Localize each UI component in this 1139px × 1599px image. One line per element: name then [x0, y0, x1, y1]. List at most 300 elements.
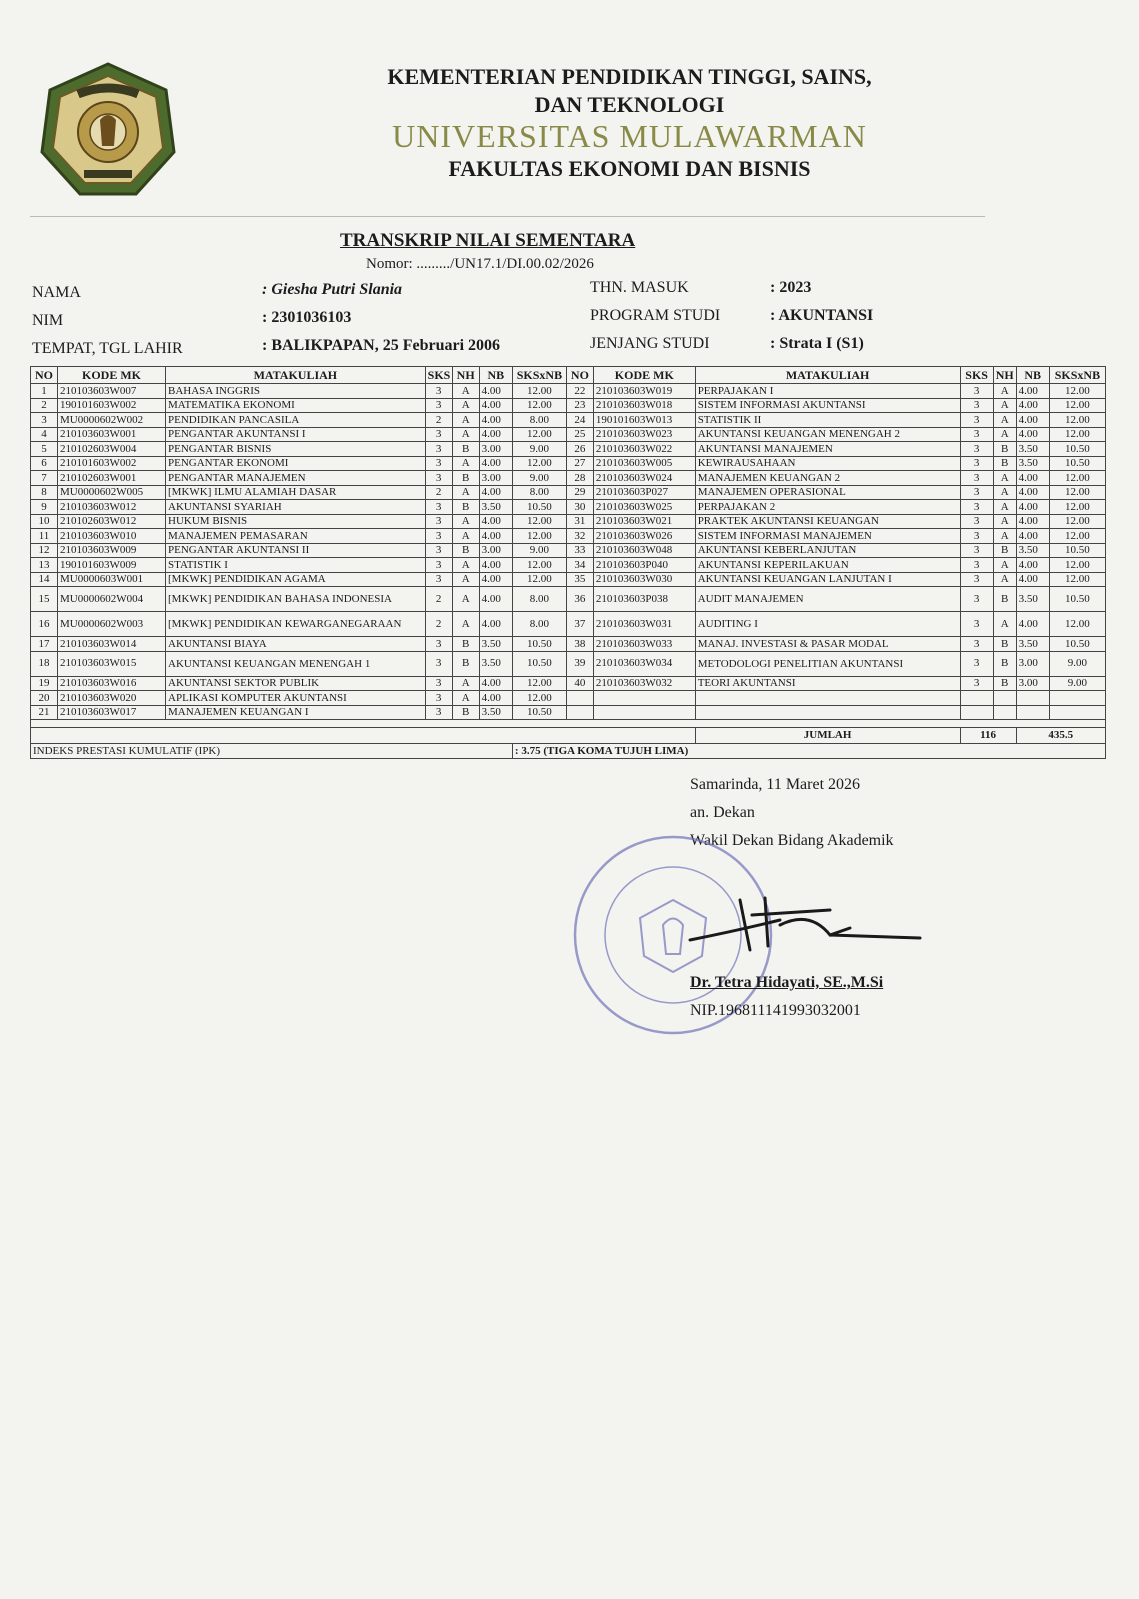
course-grade-letter: B: [993, 442, 1016, 457]
course-grade-point: 4.00: [1016, 485, 1049, 500]
course-no: 15: [31, 587, 58, 612]
course-grade-point: 4.00: [479, 558, 512, 573]
course-grade-letter: A: [993, 413, 1016, 428]
course-code: MU0000602W005: [58, 485, 166, 500]
course-grade-point: 4.00: [1016, 427, 1049, 442]
course-sks: 3: [425, 471, 452, 486]
course-code: 210103603P038: [593, 587, 695, 612]
table-row: [31, 485, 1106, 500]
course-name: PENGANTAR AKUNTANSI I: [166, 427, 426, 442]
course-grade-point: 3.50: [1016, 456, 1049, 471]
table-row: [31, 637, 1106, 652]
course-grade-point: 3.50: [479, 651, 512, 676]
table-row: [31, 558, 1106, 573]
course-code: 210103603W026: [593, 529, 695, 544]
course-no: [566, 691, 593, 706]
course-sks: 2: [425, 587, 452, 612]
course-grade-letter: A: [452, 398, 479, 413]
course-no: 13: [31, 558, 58, 573]
course-grade-letter: B: [993, 676, 1016, 691]
course-grade-letter: A: [452, 529, 479, 544]
course-grade-letter: A: [993, 500, 1016, 515]
course-weighted: 12.00: [1049, 485, 1105, 500]
course-code: 210103603W012: [58, 500, 166, 515]
course-code: MU0000602W002: [58, 413, 166, 428]
table-row: [31, 705, 1106, 720]
ttl-value: : BALIKPAPAN, 25 Februari 2006: [262, 337, 501, 354]
course-no: 3: [31, 413, 58, 428]
course-no: 21: [31, 705, 58, 720]
course-weighted: 12.00: [1049, 427, 1105, 442]
course-no: 14: [31, 572, 58, 587]
course-code: 210103603W017: [58, 705, 166, 720]
course-grade-point: 3.50: [479, 637, 512, 652]
course-name: AKUNTANSI BIAYA: [166, 637, 426, 652]
course-sks: 3: [960, 485, 993, 500]
course-grade-letter: [993, 705, 1016, 720]
total-label: JUMLAH: [695, 728, 960, 744]
course-no: 40: [566, 676, 593, 691]
course-weighted: 10.50: [1049, 543, 1105, 558]
table-row: [31, 651, 1106, 676]
course-weighted: 12.00: [512, 427, 566, 442]
signer-name: Dr. Tetra Hidayati, SE.,M.Si: [690, 974, 884, 991]
course-grade-letter: B: [993, 543, 1016, 558]
course-weighted: 12.00: [512, 529, 566, 544]
document-title: TRANSKRIP NILAI SEMENTARA: [340, 230, 636, 251]
course-weighted: 8.00: [512, 612, 566, 637]
course-no: 17: [31, 637, 58, 652]
course-sks: 3: [960, 456, 993, 471]
course-sks: 3: [425, 691, 452, 706]
course-code: 210103603W020: [58, 691, 166, 706]
course-grade-letter: A: [993, 572, 1016, 587]
course-no: 31: [566, 514, 593, 529]
ipk-label: INDEKS PRESTASI KUMULATIF (IPK): [31, 744, 513, 759]
course-grade-point: 4.00: [479, 456, 512, 471]
course-grade-letter: B: [993, 637, 1016, 652]
course-name: STATISTIK I: [166, 558, 426, 573]
course-grade-point: 4.00: [479, 529, 512, 544]
course-sks: 3: [960, 572, 993, 587]
course-no: 4: [31, 427, 58, 442]
course-grade-point: 4.00: [479, 514, 512, 529]
course-weighted: 10.50: [512, 637, 566, 652]
course-name: [695, 705, 960, 720]
course-grade-point: 4.00: [1016, 529, 1049, 544]
course-sks: 3: [960, 398, 993, 413]
course-code: 210103603W024: [593, 471, 695, 486]
course-name: AKUNTANSI SEKTOR PUBLIK: [166, 676, 426, 691]
total-blank: [31, 728, 696, 744]
table-row: [31, 398, 1106, 413]
table-row: [31, 572, 1106, 587]
course-code: 210101603W002: [58, 456, 166, 471]
table-row: [31, 442, 1106, 457]
course-sks: 3: [425, 398, 452, 413]
table-row: [31, 384, 1106, 399]
course-grade-point: 3.50: [479, 705, 512, 720]
course-weighted: 10.50: [512, 500, 566, 515]
course-code: 190101603W002: [58, 398, 166, 413]
course-code: 210103603W023: [593, 427, 695, 442]
course-grade-letter: A: [452, 572, 479, 587]
course-grade-letter: [993, 691, 1016, 706]
course-grade-letter: B: [452, 471, 479, 486]
total-sksnb: 435.5: [1016, 728, 1105, 744]
course-sks: 3: [960, 514, 993, 529]
header-nb: NB: [1016, 367, 1049, 384]
ipk-row: [31, 744, 1106, 759]
header-sksnb: SKSxNB: [1049, 367, 1105, 384]
course-grade-letter: A: [993, 558, 1016, 573]
course-name: MANAJEMEN KEUANGAN I: [166, 705, 426, 720]
course-sks: 3: [960, 427, 993, 442]
course-grade-letter: A: [452, 427, 479, 442]
course-name: BAHASA INGGRIS: [166, 384, 426, 399]
course-grade-letter: A: [452, 413, 479, 428]
course-weighted: 12.00: [512, 676, 566, 691]
course-grade-point: [1016, 705, 1049, 720]
course-weighted: 9.00: [1049, 651, 1105, 676]
course-code: MU0000603W001: [58, 572, 166, 587]
nama-value: : Giesha Putri Slania: [262, 281, 403, 298]
course-no: 33: [566, 543, 593, 558]
course-code: 190101603W013: [593, 413, 695, 428]
course-name: AUDIT MANAJEMEN: [695, 587, 960, 612]
course-no: 18: [31, 651, 58, 676]
table-row: [31, 413, 1106, 428]
course-code: [593, 705, 695, 720]
course-grade-point: 3.00: [1016, 676, 1049, 691]
nama-label: NAMA: [32, 284, 81, 301]
course-no: 6: [31, 456, 58, 471]
course-no: 28: [566, 471, 593, 486]
course-no: 25: [566, 427, 593, 442]
signer-nip: NIP.196811141993032001: [690, 1002, 861, 1019]
nim-label: NIM: [32, 312, 64, 329]
table-row: [31, 514, 1106, 529]
course-grade-point: 4.00: [479, 413, 512, 428]
header-nb: NB: [479, 367, 512, 384]
course-no: 19: [31, 676, 58, 691]
course-name: STATISTIK II: [695, 413, 960, 428]
course-sks: 3: [425, 456, 452, 471]
course-grade-letter: A: [452, 587, 479, 612]
course-code: 190101603W009: [58, 558, 166, 573]
course-grade-letter: A: [993, 384, 1016, 399]
course-sks: 3: [425, 651, 452, 676]
course-grade-point: 4.00: [479, 612, 512, 637]
document-number: Nomor: ........./UN17.1/DI.00.02/2026: [366, 256, 594, 272]
course-weighted: [1049, 691, 1105, 706]
course-name: PERPAJAKAN I: [695, 384, 960, 399]
course-weighted: 9.00: [512, 543, 566, 558]
course-name: AKUNTANSI KEUANGAN LANJUTAN I: [695, 572, 960, 587]
course-weighted: 12.00: [1049, 471, 1105, 486]
course-code: 210103603W014: [58, 637, 166, 652]
course-weighted: [1049, 705, 1105, 720]
course-grade-point: 4.00: [479, 384, 512, 399]
course-name: [695, 691, 960, 706]
masuk-value: : 2023: [770, 279, 812, 296]
course-name: TEORI AKUNTANSI: [695, 676, 960, 691]
course-no: 26: [566, 442, 593, 457]
course-name: PENGANTAR MANAJEMEN: [166, 471, 426, 486]
course-no: 5: [31, 442, 58, 457]
course-code: MU0000602W004: [58, 587, 166, 612]
table-row: [31, 427, 1106, 442]
course-grade-letter: B: [452, 637, 479, 652]
table-row: [31, 456, 1106, 471]
course-sks: 3: [960, 384, 993, 399]
course-grade-letter: B: [452, 500, 479, 515]
course-name: [MKWK] PENDIDIKAN AGAMA: [166, 572, 426, 587]
course-sks: [960, 705, 993, 720]
course-sks: 3: [960, 651, 993, 676]
course-sks: 3: [425, 500, 452, 515]
university-name: UNIVERSITAS MULAWARMAN: [392, 118, 867, 154]
course-weighted: 12.00: [1049, 384, 1105, 399]
table-row: [31, 587, 1106, 612]
course-sks: 3: [960, 587, 993, 612]
course-name: HUKUM BISNIS: [166, 514, 426, 529]
course-sks: 3: [425, 384, 452, 399]
course-no: 38: [566, 637, 593, 652]
course-grade-point: 4.00: [1016, 471, 1049, 486]
course-sks: 3: [425, 514, 452, 529]
course-no: 16: [31, 612, 58, 637]
course-name: KEWIRAUSAHAAN: [695, 456, 960, 471]
table-header-row: [31, 367, 1106, 384]
course-code: 210103603W030: [593, 572, 695, 587]
spacer-row: [31, 720, 1106, 728]
course-grade-point: 4.00: [479, 676, 512, 691]
course-weighted: 10.50: [512, 651, 566, 676]
transcript-table: [30, 366, 1106, 759]
table-row: [31, 500, 1106, 515]
course-grade-letter: A: [993, 529, 1016, 544]
course-sks: 3: [960, 500, 993, 515]
course-name: METODOLOGI PENELITIAN AKUNTANSI: [695, 651, 960, 676]
course-code: 210103603W005: [593, 456, 695, 471]
course-weighted: 12.00: [1049, 529, 1105, 544]
course-weighted: 9.00: [1049, 676, 1105, 691]
course-grade-point: 4.00: [1016, 558, 1049, 573]
course-code: 210103603W001: [58, 427, 166, 442]
course-name: MANAJEMEN PEMASARAN: [166, 529, 426, 544]
course-sks: 3: [960, 612, 993, 637]
course-weighted: 12.00: [1049, 514, 1105, 529]
course-name: MANAJEMEN KEUANGAN 2: [695, 471, 960, 486]
course-weighted: 12.00: [512, 398, 566, 413]
course-grade-point: 4.00: [1016, 514, 1049, 529]
course-sks: 3: [425, 543, 452, 558]
course-no: 37: [566, 612, 593, 637]
course-sks: 3: [960, 558, 993, 573]
course-weighted: 12.00: [1049, 572, 1105, 587]
course-no: 11: [31, 529, 58, 544]
course-sks: 3: [960, 676, 993, 691]
course-sks: 3: [960, 413, 993, 428]
course-code: 210102603W001: [58, 471, 166, 486]
course-sks: 3: [425, 676, 452, 691]
course-sks: 3: [425, 529, 452, 544]
course-name: MANAJ. INVESTASI & PASAR MODAL: [695, 637, 960, 652]
course-sks: 3: [425, 442, 452, 457]
course-grade-letter: A: [993, 471, 1016, 486]
course-weighted: 12.00: [512, 572, 566, 587]
course-grade-point: 3.50: [1016, 587, 1049, 612]
course-weighted: 9.00: [512, 442, 566, 457]
course-sks: 3: [960, 529, 993, 544]
header-kode: KODE MK: [58, 367, 166, 384]
course-grade-point: 4.00: [1016, 612, 1049, 637]
course-no: 39: [566, 651, 593, 676]
total-row: [31, 728, 1106, 744]
course-name: [MKWK] ILMU ALAMIAH DASAR: [166, 485, 426, 500]
course-weighted: 12.00: [512, 514, 566, 529]
course-name: MANAJEMEN OPERASIONAL: [695, 485, 960, 500]
course-sks: 3: [425, 637, 452, 652]
course-code: 210103603W034: [593, 651, 695, 676]
course-grade-letter: A: [993, 427, 1016, 442]
course-code: 210103603W016: [58, 676, 166, 691]
header-divider: [30, 216, 985, 217]
course-grade-letter: A: [452, 514, 479, 529]
course-sks: 3: [425, 705, 452, 720]
ministry-name-line1: KEMENTERIAN PENDIDIKAN TINGGI, SAINS,: [387, 64, 872, 89]
table-row: [31, 691, 1106, 706]
course-grade-point: 3.50: [479, 500, 512, 515]
course-name: AKUNTANSI SYARIAH: [166, 500, 426, 515]
course-no: 23: [566, 398, 593, 413]
course-grade-point: 4.00: [1016, 384, 1049, 399]
course-no: 1: [31, 384, 58, 399]
course-grade-letter: A: [452, 676, 479, 691]
prodi-label: PROGRAM STUDI: [590, 307, 721, 324]
course-weighted: 9.00: [512, 471, 566, 486]
course-name: PENGANTAR EKONOMI: [166, 456, 426, 471]
course-sks: 3: [425, 558, 452, 573]
course-grade-letter: B: [452, 442, 479, 457]
course-weighted: 12.00: [1049, 398, 1105, 413]
course-grade-point: 3.00: [1016, 651, 1049, 676]
course-grade-point: 3.00: [479, 543, 512, 558]
header-no: NO: [31, 367, 58, 384]
course-name: PERPAJAKAN 2: [695, 500, 960, 515]
course-no: 35: [566, 572, 593, 587]
course-no: 36: [566, 587, 593, 612]
course-no: 2: [31, 398, 58, 413]
course-grade-letter: A: [452, 384, 479, 399]
course-code: [593, 691, 695, 706]
on-behalf: an. Dekan: [690, 804, 755, 821]
total-sks: 116: [960, 728, 1016, 744]
course-no: [566, 705, 593, 720]
course-grade-letter: A: [993, 514, 1016, 529]
course-code: 210103603W009: [58, 543, 166, 558]
course-grade-point: 3.50: [1016, 442, 1049, 457]
course-grade-letter: A: [452, 558, 479, 573]
header-nh: NH: [452, 367, 479, 384]
course-grade-letter: B: [993, 587, 1016, 612]
course-weighted: 10.50: [1049, 637, 1105, 652]
course-weighted: 10.50: [1049, 442, 1105, 457]
course-sks: 3: [960, 471, 993, 486]
course-sks: 3: [960, 543, 993, 558]
course-sks: 2: [425, 413, 452, 428]
header-sksnb: SKSxNB: [512, 367, 566, 384]
jenjang-value: : Strata I (S1): [770, 335, 864, 352]
header-kode: KODE MK: [593, 367, 695, 384]
table-row: [31, 543, 1106, 558]
course-code: 210103603P027: [593, 485, 695, 500]
course-grade-point: 3.50: [1016, 543, 1049, 558]
course-name: AKUNTANSI KEUANGAN MENENGAH 1: [166, 651, 426, 676]
table-row: [31, 612, 1106, 637]
course-weighted: 10.50: [1049, 587, 1105, 612]
course-name: AKUNTANSI MANAJEMEN: [695, 442, 960, 457]
course-code: 210103603P040: [593, 558, 695, 573]
spacer-cell: [31, 720, 1106, 728]
course-no: 27: [566, 456, 593, 471]
course-code: 210102603W004: [58, 442, 166, 457]
course-grade-point: 3.50: [1016, 637, 1049, 652]
course-weighted: 10.50: [512, 705, 566, 720]
course-no: 8: [31, 485, 58, 500]
course-name: SISTEM INFORMASI AKUNTANSI: [695, 398, 960, 413]
header-matakuliah: MATAKULIAH: [695, 367, 960, 384]
header-sks: SKS: [425, 367, 452, 384]
course-code: 210103603W018: [593, 398, 695, 413]
course-grade-point: [1016, 691, 1049, 706]
course-weighted: 12.00: [1049, 500, 1105, 515]
course-code: 210103603W048: [593, 543, 695, 558]
faculty-name: FAKULTAS EKONOMI DAN BISNIS: [448, 156, 811, 181]
table-row: [31, 471, 1106, 486]
place-date: Samarinda, 11 Maret 2026: [690, 776, 861, 793]
course-name: [MKWK] PENDIDIKAN BAHASA INDONESIA: [166, 587, 426, 612]
course-code: 210103603W022: [593, 442, 695, 457]
course-name: [MKWK] PENDIDIKAN KEWARGANEGARAAN: [166, 612, 426, 637]
course-name: AKUNTANSI KEBERLANJUTAN: [695, 543, 960, 558]
course-no: 12: [31, 543, 58, 558]
course-code: 210103603W019: [593, 384, 695, 399]
course-code: 210103603W021: [593, 514, 695, 529]
course-name: AKUNTANSI KEUANGAN MENENGAH 2: [695, 427, 960, 442]
table-row: [31, 676, 1106, 691]
course-weighted: 12.00: [512, 558, 566, 573]
course-grade-point: 4.00: [479, 587, 512, 612]
course-name: PENDIDIKAN PANCASILA: [166, 413, 426, 428]
course-grade-point: 3.00: [479, 471, 512, 486]
course-code: 210103603W010: [58, 529, 166, 544]
course-name: MATEMATIKA EKONOMI: [166, 398, 426, 413]
course-code: 210103603W025: [593, 500, 695, 515]
header-nh: NH: [993, 367, 1016, 384]
prodi-value: : AKUNTANSI: [770, 307, 874, 324]
course-code: 210103603W007: [58, 384, 166, 399]
course-no: 7: [31, 471, 58, 486]
course-grade-point: 3.00: [479, 442, 512, 457]
course-weighted: 8.00: [512, 413, 566, 428]
course-code: MU0000602W003: [58, 612, 166, 637]
header-no: NO: [566, 367, 593, 384]
header-matakuliah: MATAKULIAH: [166, 367, 426, 384]
course-weighted: 8.00: [512, 587, 566, 612]
course-grade-letter: A: [993, 398, 1016, 413]
